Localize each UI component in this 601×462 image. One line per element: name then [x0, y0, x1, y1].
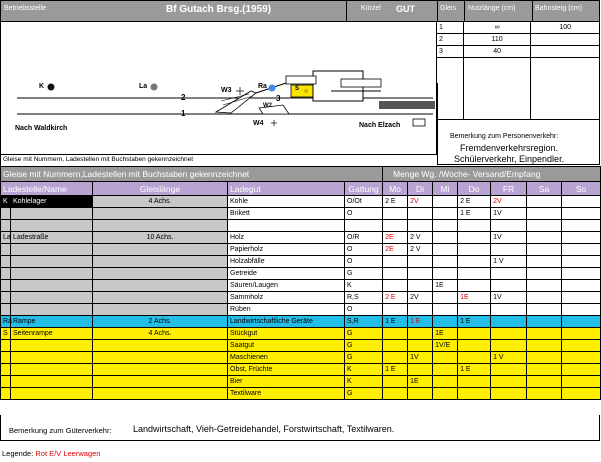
- freight-cell-so: [562, 364, 601, 376]
- freight-note: [0, 415, 600, 441]
- label-la: La: [139, 83, 148, 90]
- freight-cell-gut: Textilware: [228, 388, 345, 400]
- passenger-note-line-2: Schülerverkehr, Einpendler.: [454, 154, 565, 164]
- freight-cell-fr: 1V: [491, 232, 527, 244]
- freight-cell-name: Kohlelager: [11, 196, 93, 208]
- freight-cell-mo: [383, 220, 408, 232]
- freight-note-text: Landwirtschaft, Vieh-Getreidehandel, Forstwirtschaft, Textilwaren.: [133, 424, 395, 434]
- freight-cell-gatt: O/R: [345, 232, 383, 244]
- freight-cell-di: 2 V: [408, 244, 433, 256]
- platform: [379, 101, 435, 109]
- freight-cell-do: 1E: [458, 292, 491, 304]
- track-cell-gleis: 2: [437, 34, 464, 46]
- freight-cell-so: [562, 376, 601, 388]
- track-diagram: [0, 21, 437, 163]
- freight-cell-gatt: G: [345, 268, 383, 280]
- freight-cell-di: [408, 328, 433, 340]
- freight-cell-gut: Obst, Früchte: [228, 364, 345, 376]
- freight-cell-mi: [433, 364, 458, 376]
- freight-cell-gut: Brikett: [228, 208, 345, 220]
- freight-cell-sa: [527, 220, 562, 232]
- freight-cell-mi: 1V/E: [433, 340, 458, 352]
- freight-cell-name: [11, 376, 93, 388]
- freight-cell-len: 4 Achs.: [93, 196, 228, 208]
- freight-cell-mi: [433, 268, 458, 280]
- freight-cell-code: [1, 364, 11, 376]
- track-cell-gleis: 1: [437, 22, 464, 34]
- freight-cell-name: [11, 244, 93, 256]
- legend-label: Legende:: [2, 449, 34, 458]
- track-plan-svg: [1, 21, 437, 154]
- freight-cell-code: [1, 268, 11, 280]
- freight-cell-do: [458, 328, 491, 340]
- freight-cell-sa: [527, 316, 562, 328]
- freight-title-right: Menge Wg. /Woche- Versand/Empfang: [383, 167, 601, 182]
- freight-cell-fr: [491, 304, 527, 316]
- freight-cell-name: [11, 352, 93, 364]
- freight-cell-so: [562, 232, 601, 244]
- freight-cell-code: [1, 208, 11, 220]
- freight-cell-sa: [527, 340, 562, 352]
- track-row: [437, 46, 600, 58]
- freight-cell-name: [11, 268, 93, 280]
- freight-row: [1, 208, 601, 220]
- freight-cell-mi: [433, 196, 458, 208]
- freight-cell-so: [562, 352, 601, 364]
- freight-cell-mo: [383, 268, 408, 280]
- freight-cell-do: [458, 352, 491, 364]
- freight-cell-mo: 2E: [383, 244, 408, 256]
- freight-cell-sa: [527, 304, 562, 316]
- col-mo: Mo: [383, 182, 408, 196]
- freight-cell-mi: [433, 316, 458, 328]
- freight-cell-code: [1, 376, 11, 388]
- passenger-note-heading: Bemerkung zum Personenverkehr:: [450, 133, 559, 140]
- legend-text: Rot E/V Leerwagen: [35, 449, 101, 458]
- freight-cell-fr: [491, 316, 527, 328]
- freight-cell-so: [562, 292, 601, 304]
- freight-cell-len: [93, 280, 228, 292]
- legend: [2, 449, 100, 458]
- freight-cell-di: [408, 340, 433, 352]
- freight-cell-gut: Kohle: [228, 196, 345, 208]
- freight-cell-name: Ladestraße: [11, 232, 93, 244]
- track-cell-gleis: 3: [437, 46, 464, 58]
- passenger-note: [437, 83, 600, 165]
- freight-cell-fr: 1 V: [491, 352, 527, 364]
- freight-cell-mi: [433, 304, 458, 316]
- seitenrampe-marker: [304, 89, 308, 93]
- freight-cell-do: [458, 280, 491, 292]
- freight-cell-so: [562, 256, 601, 268]
- freight-cell-fr: 1 V: [491, 256, 527, 268]
- freight-cell-name: Rampe: [11, 316, 93, 328]
- freight-cell-len: [93, 292, 228, 304]
- track-row: [437, 22, 600, 34]
- freight-cell-gut: Sammholz: [228, 292, 345, 304]
- label-track-2: 2: [181, 93, 186, 102]
- freight-cell-len: [93, 352, 228, 364]
- passenger-note-line-1: Fremdenverkehrsregion.: [460, 143, 559, 153]
- freight-cell-di: 2V: [408, 196, 433, 208]
- freight-cell-do: [458, 256, 491, 268]
- freight-cell-fr: [491, 328, 527, 340]
- freight-cell-name: [11, 256, 93, 268]
- freight-cell-mi: [433, 232, 458, 244]
- freight-cell-name: [11, 340, 93, 352]
- signal-box: [413, 119, 425, 126]
- freight-cell-mi: [433, 376, 458, 388]
- freight-cell-mo: [383, 376, 408, 388]
- freight-row: [1, 220, 601, 232]
- label-s: S: [295, 86, 300, 92]
- freight-cell-code: [1, 292, 11, 304]
- freight-cell-mi: [433, 292, 458, 304]
- freight-cell-mo: 2E: [383, 232, 408, 244]
- label-nach-elzach: Nach Elzach: [359, 122, 401, 129]
- freight-cell-gut: Stückgut: [228, 328, 345, 340]
- freight-cell-so: [562, 280, 601, 292]
- freight-row: [1, 388, 601, 400]
- freight-row: [1, 256, 601, 268]
- freight-table: [0, 166, 601, 400]
- freight-cell-fr: 1V: [491, 292, 527, 304]
- freight-cell-do: 1 E: [458, 364, 491, 376]
- label-w3: W3: [221, 87, 232, 94]
- freight-cell-di: 2 V: [408, 232, 433, 244]
- freight-cell-name: Seitenrampe: [11, 328, 93, 340]
- freight-cell-fr: [491, 280, 527, 292]
- freight-row: [1, 364, 601, 376]
- freight-cell-gatt: K: [345, 376, 383, 388]
- freight-cell-mo: [383, 352, 408, 364]
- freight-cell-code: La: [1, 232, 11, 244]
- freight-cell-mi: 1E: [433, 328, 458, 340]
- freight-cell-mi: [433, 220, 458, 232]
- freight-cell-mi: 1E: [433, 280, 458, 292]
- col-ladegut: Ladegut: [228, 182, 345, 196]
- freight-cell-fr: [491, 244, 527, 256]
- freight-cell-so: [562, 244, 601, 256]
- kohlelager-marker: [48, 84, 55, 91]
- freight-cell-do: 1 E: [458, 208, 491, 220]
- freight-cell-gut: Getreide: [228, 268, 345, 280]
- freight-cell-do: [458, 388, 491, 400]
- freight-row: [1, 328, 601, 340]
- freight-cell-fr: [491, 364, 527, 376]
- freight-cell-fr: [491, 376, 527, 388]
- freight-cell-mo: [383, 280, 408, 292]
- freight-row: [1, 196, 601, 208]
- bahnsteig-label: Bahnsteig (cm): [535, 5, 583, 12]
- freight-cell-gatt: K: [345, 364, 383, 376]
- freight-cell-name: [11, 388, 93, 400]
- freight-cell-mo: [383, 328, 408, 340]
- freight-cell-di: [408, 220, 433, 232]
- freight-cell-di: 1V: [408, 352, 433, 364]
- col-fr: FR: [491, 182, 527, 196]
- freight-cell-code: Ra: [1, 316, 11, 328]
- freight-title-left: Gleise mit Nummern,Ladestellen mit Buchstaben gekennzeichnet: [1, 167, 383, 182]
- freight-cell-gut: Bier: [228, 376, 345, 388]
- freight-cell-di: [408, 208, 433, 220]
- freight-cell-sa: [527, 232, 562, 244]
- freight-row: [1, 292, 601, 304]
- freight-cell-so: [562, 388, 601, 400]
- freight-cell-len: [93, 208, 228, 220]
- freight-cell-do: [458, 340, 491, 352]
- freight-cell-code: K: [1, 196, 11, 208]
- freight-cell-len: 4 Achs.: [93, 328, 228, 340]
- freight-cell-do: [458, 244, 491, 256]
- freight-cell-code: [1, 388, 11, 400]
- freight-cell-name: [11, 292, 93, 304]
- freight-cell-sa: [527, 196, 562, 208]
- freight-cell-gatt: O/Ot: [345, 196, 383, 208]
- track-cell-nutz: 110: [463, 34, 531, 46]
- freight-cell-mi: [433, 352, 458, 364]
- freight-cell-len: 2 Achs.: [93, 316, 228, 328]
- freight-cell-len: [93, 256, 228, 268]
- freight-cell-so: [562, 220, 601, 232]
- freight-cell-so: [562, 208, 601, 220]
- header-bar: [0, 0, 600, 22]
- diagram-caption: Gleise mit Nummern, Ladestellen mit Buchstaben gekennzeichnet: [3, 156, 194, 163]
- freight-row: [1, 244, 601, 256]
- track-cell-nutz: ∞: [463, 22, 531, 34]
- freight-row: [1, 304, 601, 316]
- freight-cell-mi: [433, 388, 458, 400]
- freight-cell-gut: Papierholz: [228, 244, 345, 256]
- freight-cell-gut: [228, 220, 345, 232]
- freight-cell-code: [1, 220, 11, 232]
- col-do: Do: [458, 182, 491, 196]
- freight-cell-so: [562, 268, 601, 280]
- freight-cell-code: [1, 352, 11, 364]
- freight-row: [1, 376, 601, 388]
- freight-cell-gatt: K: [345, 280, 383, 292]
- col-di: Di: [408, 182, 433, 196]
- freight-cell-so: [562, 340, 601, 352]
- freight-cell-gatt: [345, 220, 383, 232]
- freight-cell-mo: 2 E: [383, 292, 408, 304]
- freight-cell-gatt: O: [345, 304, 383, 316]
- freight-cell-name: [11, 280, 93, 292]
- freight-cell-sa: [527, 292, 562, 304]
- label-w2: W2: [263, 103, 272, 109]
- freight-cell-di: [408, 268, 433, 280]
- freight-cell-name: [11, 304, 93, 316]
- freight-cell-gatt: S,R: [345, 316, 383, 328]
- label-track-1: 1: [181, 109, 186, 118]
- freight-cell-code: [1, 280, 11, 292]
- freight-cell-sa: [527, 388, 562, 400]
- freight-cell-mo: [383, 304, 408, 316]
- freight-cell-gatt: O: [345, 208, 383, 220]
- freight-cell-code: S: [1, 328, 11, 340]
- freight-cell-name: [11, 364, 93, 376]
- freight-cell-sa: [527, 352, 562, 364]
- track-cell-bahnsteig: 100: [531, 22, 600, 34]
- freight-cell-so: [562, 316, 601, 328]
- freight-row: [1, 352, 601, 364]
- freight-cell-mo: [383, 256, 408, 268]
- freight-cell-mo: [383, 208, 408, 220]
- freight-cell-gatt: G: [345, 388, 383, 400]
- freight-cell-gut: Holz: [228, 232, 345, 244]
- freight-cell-len: [93, 388, 228, 400]
- freight-row: [1, 268, 601, 280]
- freight-cell-di: 2V: [408, 292, 433, 304]
- freight-cell-fr: [491, 220, 527, 232]
- label-w4: W4: [253, 120, 264, 127]
- freight-cell-mo: 1 E: [383, 316, 408, 328]
- track-cell-bahnsteig: [531, 46, 600, 58]
- track-cell-nutz: 40: [463, 46, 531, 58]
- freight-cell-do: [458, 304, 491, 316]
- freight-cell-len: [93, 244, 228, 256]
- freight-cell-name: [11, 220, 93, 232]
- freight-cell-mi: [433, 208, 458, 220]
- freight-cell-so: [562, 328, 601, 340]
- track-row: [437, 34, 600, 46]
- freight-cell-di: [408, 304, 433, 316]
- freight-cell-sa: [527, 244, 562, 256]
- freight-cell-code: [1, 256, 11, 268]
- nutzlaenge-label: Nutzlänge (cm): [468, 5, 516, 12]
- page-title: Bf Gutach Brsg.(1959): [166, 4, 272, 15]
- freight-cell-gatt: O: [345, 244, 383, 256]
- freight-cell-gatt: O: [345, 256, 383, 268]
- freight-cell-mo: 2 E: [383, 196, 408, 208]
- freight-cell-sa: [527, 364, 562, 376]
- kuerzel-label: Kürzel: [361, 5, 381, 12]
- freight-column-header-row: [1, 182, 601, 196]
- kuerzel-value: GUT: [396, 4, 415, 14]
- freight-cell-do: [458, 376, 491, 388]
- freight-cell-gut: Säuren/Laugen: [228, 280, 345, 292]
- freight-cell-gut: Maschienen: [228, 352, 345, 364]
- freight-cell-di: 1 E: [408, 316, 433, 328]
- col-gattung: Gattung: [345, 182, 383, 196]
- freight-cell-do: [458, 232, 491, 244]
- freight-cell-code: [1, 244, 11, 256]
- freight-cell-gut: Rüben: [228, 304, 345, 316]
- freight-cell-gatt: G: [345, 340, 383, 352]
- freight-cell-di: [408, 280, 433, 292]
- freight-cell-di: [408, 364, 433, 376]
- freight-cell-gut: Landwirtschaftliche Geräte: [228, 316, 345, 328]
- freight-cell-fr: [491, 340, 527, 352]
- col-gleislaenge: Gleislänge: [93, 182, 228, 196]
- freight-row: [1, 316, 601, 328]
- label-ra: Ra: [258, 83, 267, 90]
- freight-cell-mi: [433, 244, 458, 256]
- label-k: K: [39, 83, 45, 90]
- freight-cell-sa: [527, 268, 562, 280]
- freight-cell-do: [458, 220, 491, 232]
- gleis-label: Gleis: [440, 5, 456, 12]
- freight-cell-mo: 1 E: [383, 364, 408, 376]
- freight-cell-len: [93, 340, 228, 352]
- freight-cell-do: [458, 268, 491, 280]
- label-track-3: 3: [276, 94, 281, 103]
- freight-cell-fr: [491, 388, 527, 400]
- switch-w3: [216, 91, 256, 113]
- freight-cell-sa: [527, 376, 562, 388]
- label-nach-waldkirch: Nach Waldkirch: [15, 125, 68, 132]
- freight-note-label: Bemerkung zum Güterverkehr:: [9, 426, 112, 435]
- freight-cell-gut: Saatgut: [228, 340, 345, 352]
- freight-cell-so: [562, 304, 601, 316]
- col-mi: Mi: [433, 182, 458, 196]
- freight-cell-code: [1, 340, 11, 352]
- freight-row: [1, 280, 601, 292]
- freight-row: [1, 340, 601, 352]
- freight-cell-gut: Holzabfälle: [228, 256, 345, 268]
- freight-cell-do: 2 E: [458, 196, 491, 208]
- freight-cell-len: [93, 268, 228, 280]
- freight-title-row: [1, 167, 601, 182]
- freight-cell-mi: [433, 256, 458, 268]
- freight-cell-code: [1, 304, 11, 316]
- freight-cell-name: [11, 208, 93, 220]
- freight-cell-gatt: G: [345, 328, 383, 340]
- ladestrasse-marker: [151, 84, 158, 91]
- freight-cell-fr: [491, 268, 527, 280]
- freight-cell-mo: [383, 388, 408, 400]
- freight-cell-sa: [527, 328, 562, 340]
- freight-cell-di: 1E: [408, 376, 433, 388]
- freight-cell-fr: 2V: [491, 196, 527, 208]
- freight-cell-sa: [527, 208, 562, 220]
- col-ladestelle: Ladestelle/Name: [1, 182, 93, 196]
- freight-cell-len: [93, 364, 228, 376]
- freight-cell-sa: [527, 256, 562, 268]
- freight-cell-len: [93, 376, 228, 388]
- freight-cell-do: 1 E: [458, 316, 491, 328]
- freight-cell-len: [93, 220, 228, 232]
- col-sa: Sa: [527, 182, 562, 196]
- freight-cell-di: [408, 388, 433, 400]
- freight-cell-gatt: G: [345, 352, 383, 364]
- rampe-marker: [269, 85, 276, 92]
- freight-cell-mo: [383, 340, 408, 352]
- freight-cell-sa: [527, 280, 562, 292]
- col-so: So: [562, 182, 601, 196]
- freight-cell-so: [562, 196, 601, 208]
- freight-cell-fr: 1V: [491, 208, 527, 220]
- freight-row: [1, 232, 601, 244]
- freight-cell-len: 10 Achs.: [93, 232, 228, 244]
- freight-cell-len: [93, 304, 228, 316]
- freight-cell-di: [408, 256, 433, 268]
- betriebsstelle-label: Betriebsstelle: [4, 5, 47, 12]
- track-cell-bahnsteig: [531, 34, 600, 46]
- freight-cell-gatt: R,S: [345, 292, 383, 304]
